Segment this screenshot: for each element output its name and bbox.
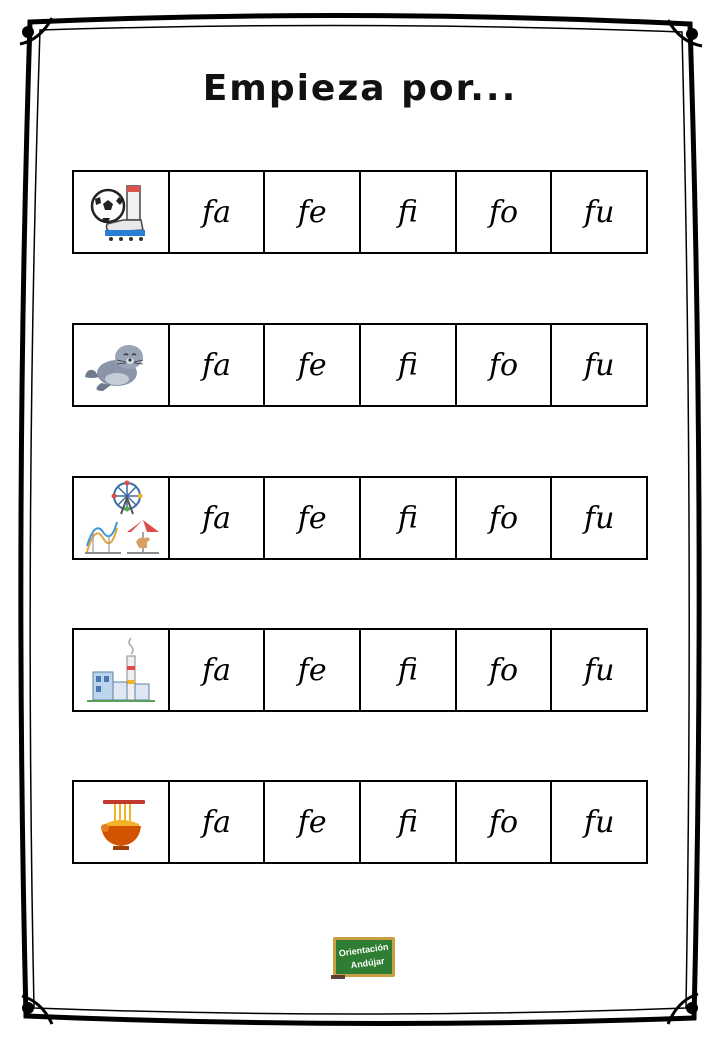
syllable-text: fi [397, 652, 418, 688]
syllable-text: fi [397, 347, 418, 383]
syllable-text: fa [202, 652, 231, 688]
syllable-row [72, 323, 648, 407]
seal-icon [81, 327, 161, 403]
syllable-cell [455, 630, 551, 710]
syllable-cell [550, 478, 646, 558]
fair-icon [81, 480, 161, 556]
syllable-text: fo [488, 652, 519, 688]
soccer-ball-and-boot-icon [81, 174, 161, 250]
syllable-cell [359, 478, 455, 558]
syllable-text: fu [583, 347, 615, 383]
factory-icon [81, 632, 161, 708]
syllable-cell [359, 172, 455, 252]
syllable-cell [263, 478, 359, 558]
syllable-text: fi [397, 500, 418, 536]
syllable-cell [455, 782, 551, 862]
syllable-text: fe [297, 804, 327, 840]
syllable-cell [455, 478, 551, 558]
noodles-bowl-icon [81, 784, 161, 860]
syllable-text: fi [397, 804, 418, 840]
syllable-cell [359, 782, 455, 862]
syllable-text: fe [297, 652, 327, 688]
svg-text:Orientación: Orientación [338, 941, 390, 959]
syllable-row [72, 628, 648, 712]
picture-cell [74, 782, 168, 862]
page-title: Empieza por... [202, 68, 518, 109]
syllable-cell [263, 630, 359, 710]
syllable-cell [168, 478, 264, 558]
syllable-text: fo [488, 194, 519, 230]
syllable-text: fo [488, 804, 519, 840]
syllable-cell [168, 782, 264, 862]
picture-cell [74, 172, 168, 252]
syllable-text: fu [583, 804, 615, 840]
syllable-cell [263, 782, 359, 862]
syllable-cell [168, 630, 264, 710]
syllable-text: fi [397, 194, 418, 230]
syllable-cell [359, 630, 455, 710]
syllable-row [72, 780, 648, 864]
syllable-cell [359, 325, 455, 405]
syllable-text: fa [202, 500, 231, 536]
syllable-row [72, 476, 648, 560]
orientacion-andujar-logo [331, 935, 397, 981]
picture-cell [74, 630, 168, 710]
syllable-text: fa [202, 804, 231, 840]
syllable-cell [550, 630, 646, 710]
syllable-cell [550, 172, 646, 252]
svg-text:Andújar: Andújar [350, 955, 386, 971]
syllable-text: fa [202, 347, 231, 383]
syllable-cell [455, 325, 551, 405]
syllable-text: fo [488, 347, 519, 383]
syllable-text: fa [202, 194, 231, 230]
syllable-cell [263, 172, 359, 252]
syllable-text: fe [297, 347, 327, 383]
picture-cell [74, 478, 168, 558]
syllable-text: fu [583, 194, 615, 230]
syllable-text: fo [488, 500, 519, 536]
syllable-text: fu [583, 500, 615, 536]
syllable-cell [550, 325, 646, 405]
syllable-cell [263, 325, 359, 405]
syllable-row [72, 170, 648, 254]
syllable-text: fu [583, 652, 615, 688]
syllable-text: fe [297, 500, 327, 536]
syllable-cell [168, 325, 264, 405]
syllable-text: fe [297, 194, 327, 230]
syllable-cell [168, 172, 264, 252]
picture-cell [74, 325, 168, 405]
syllable-cell [550, 782, 646, 862]
syllable-cell [455, 172, 551, 252]
